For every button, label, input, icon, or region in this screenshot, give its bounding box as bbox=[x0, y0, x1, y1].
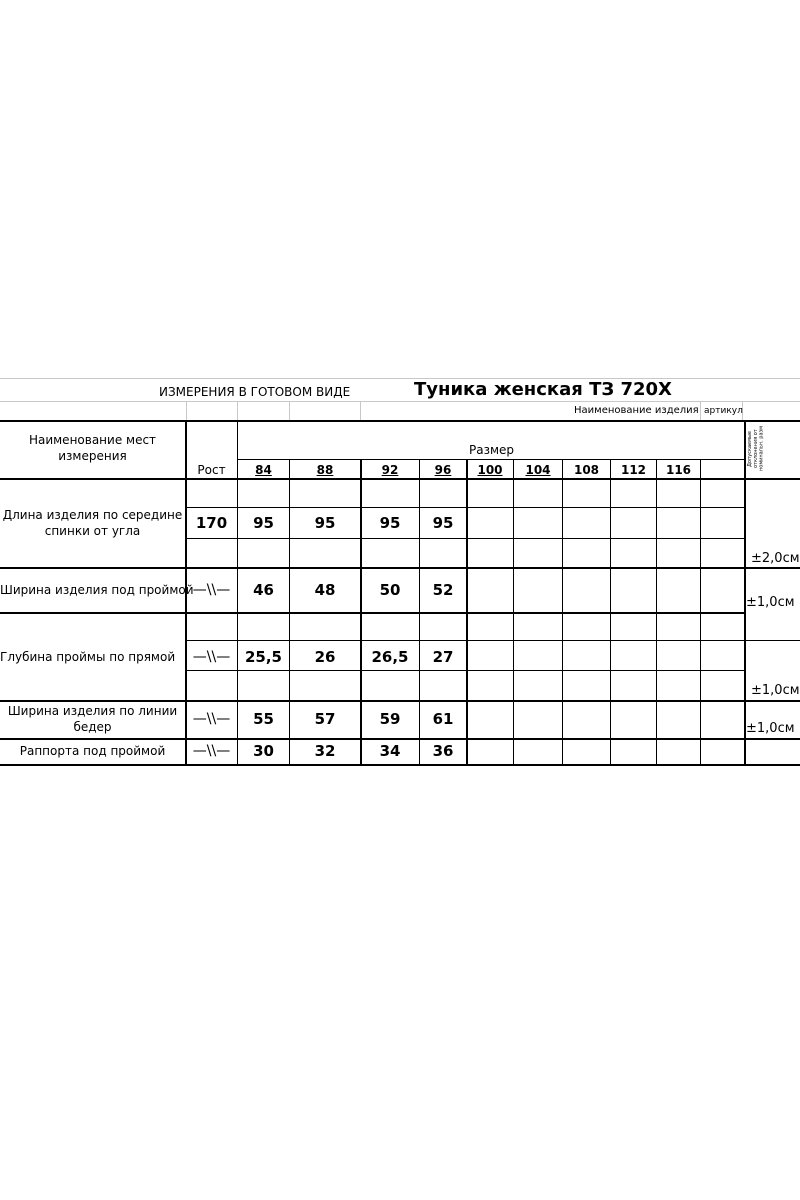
measurement-sheet: ИЗМЕРЕНИЯ В ГОТОВОМ ВИДЕ Туника женская ТЗ 720Х Наименование изделия артикул Наименование мест измерения Рост Размер Допускаемые отклонения от номинальн. разм 84 88 92 96 100 104 108 112 116 Длина изделия по середине спинки от угла 170 95 95 95 95 ±2,0см Ширина изделия под проймой —\\— 46 48 50 52 ±1,0см Глубина проймы по прямой —\\— 25,5 26 26,5 27 ±1,0см Ширина изделия по линии бедер —\\— 55 57 59 61 ±1,0см Раппорта под проймой —\\— 30 32 34 36 bbox=[0, 0, 800, 1200]
article-label: артикул bbox=[704, 406, 743, 416]
size-104: 104 bbox=[525, 463, 551, 477]
product-name-label: Наименование изделия bbox=[574, 405, 699, 416]
size-116: 116 bbox=[665, 463, 692, 477]
size-100: 100 bbox=[477, 463, 503, 477]
size-112: 112 bbox=[620, 463, 647, 477]
size-108: 108 bbox=[573, 463, 600, 477]
size-96: 96 bbox=[434, 463, 452, 477]
size-88: 88 bbox=[316, 463, 334, 477]
place-header: Наименование мест измерения bbox=[28, 433, 157, 464]
size-92: 92 bbox=[381, 463, 399, 477]
height-header: Рост bbox=[197, 463, 226, 477]
size-84: 84 bbox=[255, 463, 272, 477]
tolerance-header: Допускаемые отклонения от номинальн. разм bbox=[747, 426, 765, 472]
measurements-label: ИЗМЕРЕНИЯ В ГОТОВОМ ВИДЕ bbox=[159, 385, 351, 399]
size-header: Размер bbox=[468, 443, 515, 457]
product-title: Туника женская ТЗ 720Х bbox=[414, 379, 672, 400]
